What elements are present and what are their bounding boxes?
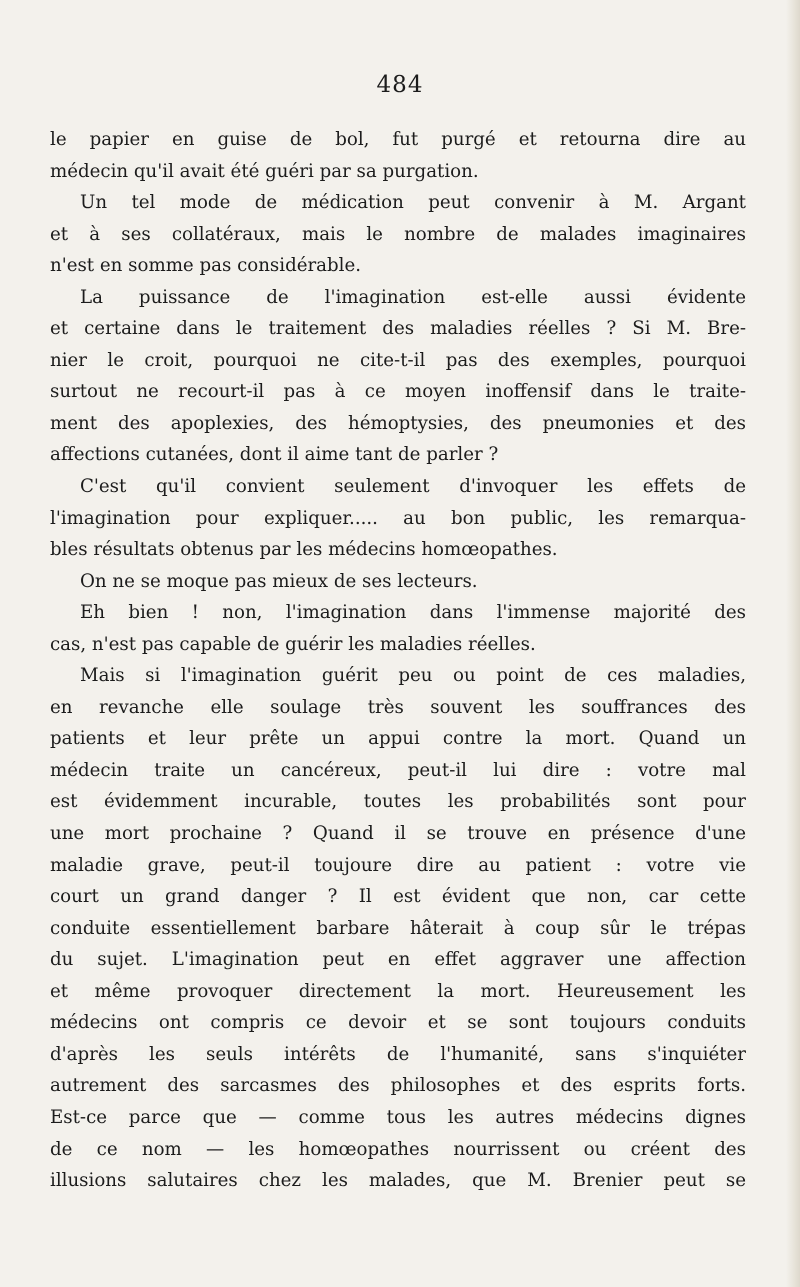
text-line: patients et leur prête un appui contre la mort. Quand un bbox=[50, 728, 746, 750]
text-line: en revanche elle soulage très souvent les souffrances des bbox=[50, 696, 746, 718]
text-line: C'est qu'il convient seulement d'invoquer les effets de bbox=[80, 476, 746, 498]
page-number: 484 bbox=[376, 72, 424, 98]
page-edge-shadow bbox=[786, 0, 800, 1287]
text-line: n'est en somme pas considérable. bbox=[50, 255, 362, 277]
text-line: cas, n'est pas capable de guérir les maladies réelles. bbox=[50, 633, 536, 655]
text-line: Eh bien ! non, l'imagination dans l'immense majorité des bbox=[80, 602, 746, 624]
text-line: Est-ce parce que — comme tous les autres médecins dignes bbox=[50, 1106, 746, 1128]
text-line: maladie grave, peut-il toujoure dire au patient : votre vie bbox=[50, 854, 746, 876]
text-line: autrement des sarcasmes des philosophes et des esprits forts. bbox=[50, 1075, 746, 1097]
text-line: du sujet. L'imagination peut en effet aggraver une affection bbox=[50, 949, 746, 971]
text-line: bles résultats obtenus par les médecins homœopathes. bbox=[50, 539, 558, 561]
text-line: affections cutanées, dont il aime tant de parler ? bbox=[50, 444, 499, 466]
text-line: le papier en guise de bol, fut purgé et retourna dire au bbox=[50, 129, 746, 150]
text-line: surtout ne recourt-il pas à ce moyen inoffensif dans le traite- bbox=[50, 381, 746, 403]
text-line: est évidemment incurable, toutes les probabilités sont pour bbox=[50, 791, 746, 813]
text-line: et à ses collatéraux, mais le nombre de malades imaginaires bbox=[50, 223, 746, 245]
text-line: médecin traite un cancéreux, peut-il lui dire : votre mal bbox=[50, 759, 746, 781]
text-line: ment des apoplexies, des hémoptysies, des pneumonies et des bbox=[50, 412, 746, 434]
text-line: La puissance de l'imagination est-elle aussi évidente bbox=[80, 286, 746, 308]
text-line: Un tel mode de médication peut convenir à M. Argant bbox=[80, 192, 746, 214]
text-line: de ce nom — les homœopathes nourrissent ou créent des bbox=[50, 1138, 746, 1160]
body-text bbox=[50, 124, 746, 1197]
text-line: l'imagination pour expliquer..... au bon public, les remarqua- bbox=[50, 507, 746, 529]
text-line: illusions salutaires chez les malades, que M. Brenier peut se bbox=[50, 1170, 746, 1192]
text-line: et certaine dans le traitement des maladies réelles ? Si M. Bre- bbox=[50, 318, 746, 340]
text-line: médecins ont compris ce devoir et se sont toujours conduits bbox=[50, 1012, 746, 1034]
text-line: Mais si l'imagination guérit peu ou point de ces maladies, bbox=[80, 665, 746, 687]
text-line: une mort prochaine ? Quand il se trouve en présence d'une bbox=[50, 823, 746, 845]
text-line: On ne se moque pas mieux de ses lecteurs. bbox=[80, 570, 478, 592]
text-line: court un grand danger ? Il est évident que non, car cette bbox=[50, 886, 746, 908]
text-line: et même provoquer directement la mort. Heureusement les bbox=[50, 980, 746, 1002]
text-line: médecin qu'il avait été guéri par sa purgation. bbox=[50, 160, 479, 182]
text-line: nier le croit, pourquoi ne cite-t-il pas des exemples, pourquoi bbox=[50, 349, 746, 371]
text-line: conduite essentiellement barbare hâterait à coup sûr le trépas bbox=[50, 917, 746, 939]
text-line: d'après les seuls intérêts de l'humanité, sans s'inquiéter bbox=[50, 1043, 746, 1065]
